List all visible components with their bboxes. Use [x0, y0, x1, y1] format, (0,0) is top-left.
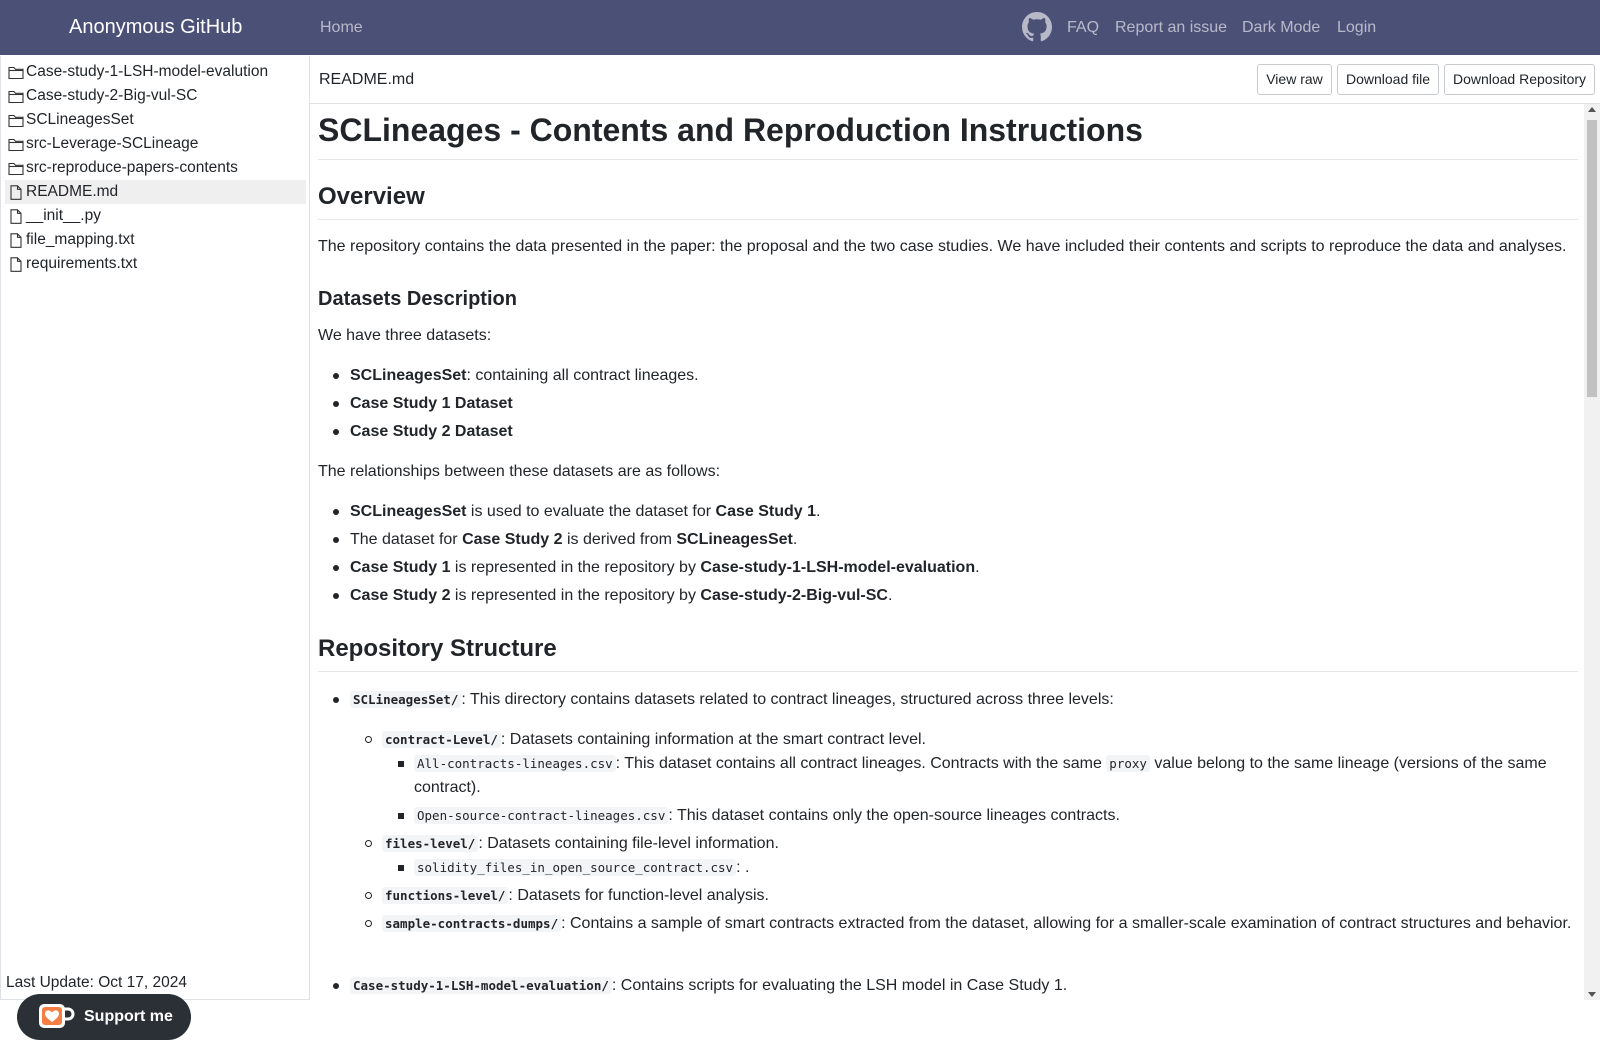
- list-item: functions-level/ : Datasets for function-level analysis.: [382, 884, 1572, 908]
- tree-item-label: __init__.py: [26, 207, 101, 224]
- scrollbar-thumb[interactable]: [1587, 120, 1597, 397]
- readme-content: [310, 104, 1584, 1000]
- nav-home-link[interactable]: Home: [320, 19, 363, 36]
- file-icon: [8, 185, 24, 200]
- tree-item-label: Case-study-2-Big-vul-SC: [26, 87, 198, 104]
- nav-report-issue-link[interactable]: Report an issue: [1115, 19, 1228, 36]
- list-item: files-level/ : Datasets containing file-level information.: [382, 832, 1572, 856]
- list-item: SCLineagesSet is used to evaluate the dataset for Case Study 1.: [350, 500, 1570, 524]
- tree-item-label: src-reproduce-papers-contents: [26, 159, 238, 176]
- file-header-bar: [310, 56, 1600, 104]
- file-icon: [8, 257, 24, 272]
- tree-item-label: SCLineagesSet: [26, 111, 134, 128]
- download-file-button[interactable]: Download file: [1337, 64, 1439, 95]
- nav-login-link[interactable]: Login: [1337, 19, 1377, 36]
- list-item: contract-Level/ : Datasets containing information at the smart contract level.: [382, 728, 1572, 752]
- tree-folder-src-reproduce[interactable]: [5, 156, 306, 180]
- tree-file-requirements[interactable]: [5, 252, 306, 276]
- scroll-up-arrow-icon[interactable]: [1588, 107, 1596, 112]
- folder-icon: [8, 89, 24, 104]
- list-item: Case Study 2 is represented in the repository by Case-study-2-Big-vul-SC.: [350, 584, 1570, 608]
- folder-icon: [8, 113, 24, 128]
- list-item: solidity_files_in_open_source_contract.csv : .: [414, 856, 1574, 880]
- top-navbar: [0, 0, 1600, 55]
- scroll-down-arrow-icon[interactable]: [1588, 992, 1596, 997]
- file-icon: [8, 233, 24, 248]
- tree-folder-case-study-1[interactable]: [5, 60, 306, 84]
- relationships-intro: The relationships between these datasets are as follows:: [318, 463, 721, 480]
- readme-title: SCLineages - Contents and Reproduction Instructions: [318, 110, 1578, 160]
- tree-item-label: src-Leverage-SCLineage: [26, 135, 199, 152]
- list-item: Case Study 1 Dataset: [350, 392, 1570, 416]
- folder-icon: [8, 137, 24, 152]
- list-item: Open-source-contract-lineages.csv : This dataset contains only the open-source lineages contracts.: [414, 804, 1574, 828]
- nav-faq-link[interactable]: FAQ: [1067, 19, 1100, 36]
- datasets-heading: Datasets Description: [318, 288, 517, 310]
- content-scrollbar[interactable]: [1584, 104, 1600, 1000]
- download-repository-button[interactable]: Download Repository: [1444, 64, 1595, 95]
- tree-item-label: file_mapping.txt: [26, 231, 135, 248]
- tree-item-label: Case-study-1-LSH-model-evalution: [26, 63, 269, 80]
- list-item: Case Study 1 is represented in the repository by Case-study-1-LSH-model-evaluation.: [350, 556, 1570, 580]
- tree-item-label: requirements.txt: [26, 255, 138, 272]
- current-file-name: README.md: [319, 71, 415, 88]
- kofi-cup-icon: [37, 1001, 75, 1033]
- github-icon[interactable]: [1022, 12, 1052, 42]
- tree-file-mapping[interactable]: [5, 228, 306, 252]
- list-item: Case Study 2 Dataset: [350, 420, 1570, 444]
- nav-dark-mode-toggle[interactable]: Dark Mode: [1242, 19, 1321, 36]
- repository-structure-heading: Repository Structure: [318, 634, 1578, 672]
- tree-folder-case-study-2[interactable]: [5, 84, 306, 108]
- overview-heading: Overview: [318, 182, 1578, 220]
- list-item: All-contracts-lineages.csv : This dataset contains all contract lineages. Contracts with the same proxy value belong to the same lineage (versions of the same contract).: [414, 752, 1574, 800]
- folder-icon: [8, 65, 24, 80]
- brand-link[interactable]: Anonymous GitHub: [69, 16, 243, 38]
- file-icon: [8, 209, 24, 224]
- datasets-intro: We have three datasets:: [318, 327, 492, 344]
- list-item: Case-study-1-LSH-model-evaluation/ : Contains scripts for evaluating the LSH model in Case Study 1.: [350, 974, 1570, 998]
- view-raw-button[interactable]: View raw: [1257, 64, 1332, 95]
- tree-file-init[interactable]: [5, 204, 306, 228]
- tree-folder-src-leverage[interactable]: [5, 132, 306, 156]
- overview-paragraph: The repository contains the data presented in the paper: the proposal and the two case studies. We have included their contents and scripts to reproduce the data and analyses.: [318, 238, 1567, 255]
- tree-file-readme[interactable]: [5, 180, 306, 204]
- list-item: The dataset for Case Study 2 is derived from SCLineagesSet.: [350, 528, 1570, 552]
- list-item: SCLineagesSet: containing all contract lineages.: [350, 364, 1570, 388]
- support-me-label: Support me: [84, 1008, 173, 1025]
- support-me-button[interactable]: [17, 994, 191, 1040]
- list-item: sample-contracts-dumps/ : Contains a sample of smart contracts extracted from the dataset, allowing for a smaller-scale examination of contract structures and behavior.: [382, 912, 1572, 936]
- tree-folder-sclineagesset[interactable]: [5, 108, 306, 132]
- file-tree-sidebar: [0, 56, 310, 1025]
- list-item: SCLineagesSet/ : This directory contains datasets related to contract lineages, structured across three levels:: [350, 688, 1570, 712]
- tree-item-label: README.md: [26, 183, 119, 200]
- last-update-text: Last Update: Oct 17, 2024: [6, 974, 187, 991]
- folder-icon: [8, 161, 24, 176]
